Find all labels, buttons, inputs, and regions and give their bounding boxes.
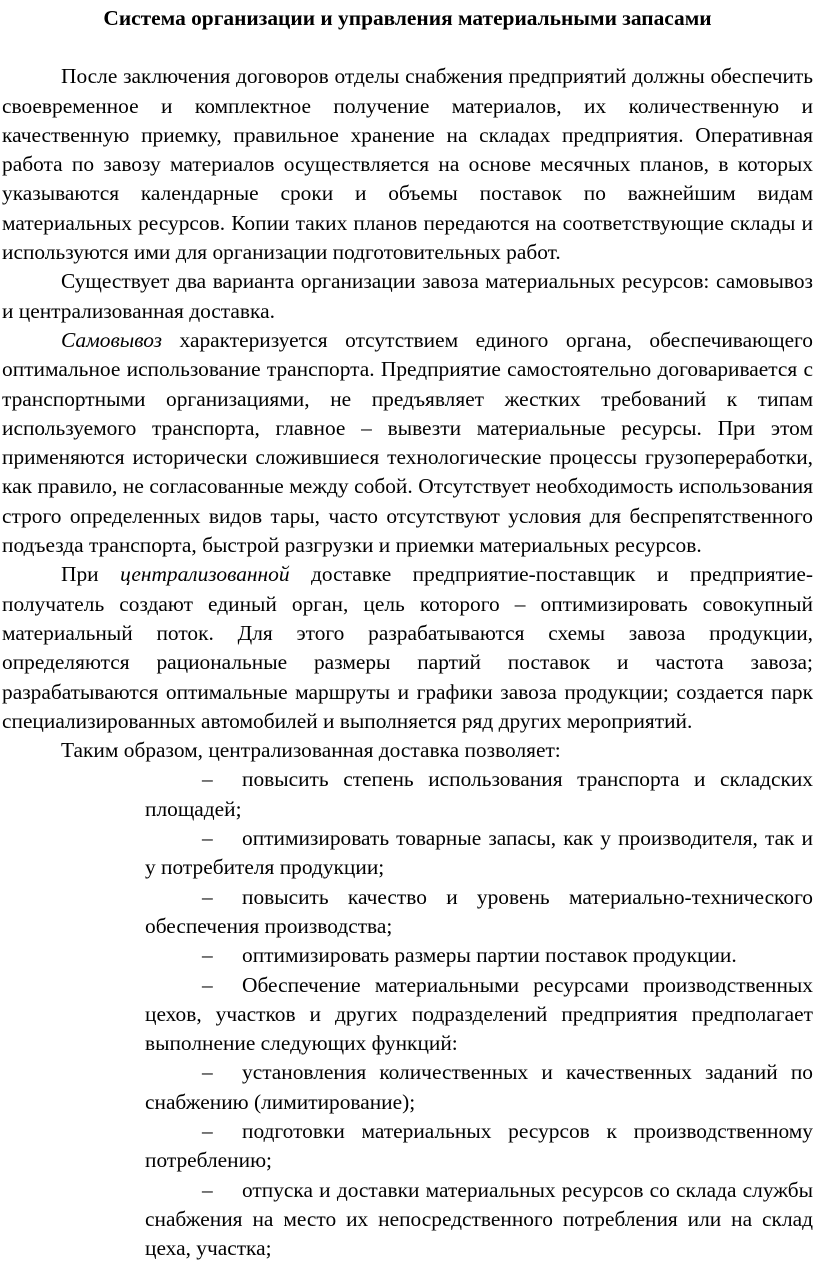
paragraph-3 [2,326,813,560]
paragraph-5: Таким образом, централизованная доставка позволяет: [61,738,561,763]
dash-icon: – [202,1118,213,1143]
list-item [145,1058,813,1117]
list-item-text: оптимизировать товарные запасы, как у производителя, так и у потребителя продукции; [145,826,813,880]
paragraph-3-text: характеризуется отсутствием единого органа, обеспечивающего оптимальное использование транспорта. Предприятие самостоятельно договаривается с транспортными организациями, не предъявляет жестких требований к типам используемого транспорта, главное – вывезти материальные ресурсы. При этом применяются исторически сложившиеся технологические процессы грузопереработки, как правило, не согласованные между собой. Отсутствует необходимость использования строго определенных видов тары, часто отсутствуют условия для беспрепятственного подъезда транспорта, быстрой разгрузки и приемки материальных ресурсов. [2,327,813,558]
term-centralized: централизованной [120,562,290,587]
list-item [145,971,813,1059]
term-samovyvoz: Самовывоз [61,327,162,352]
list-item [145,824,813,883]
list-item-text: отпуска и доставки материальных ресурсов со склада службы снабжения на место их непосредственного потребления или на склад цеха, участка; [145,1177,813,1261]
list-item [145,765,813,824]
dash-icon: – [202,943,213,968]
dash-icon: – [202,972,213,997]
paragraph-4-start: При [61,562,121,587]
benefits-list [2,765,813,1263]
paragraph-4 [2,560,813,736]
dash-icon: – [202,1177,213,1202]
paragraph-4-text: доставке предприятие-поставщик и предприятие-получатель создают единый орган, цель которого – оптимизировать совокупный материальный поток. Для этого разрабатываются схемы завоза продукции, определяются рациональные размеры партий поставок и частота завоза; разрабатываются оптимальные маршруты и графики завоза продукции; создается парк специализированных автомобилей и выполняется ряд других мероприятий. [2,562,813,733]
list-item-text: оптимизировать размеры партии поставок продукции. [242,943,737,968]
list-item-text: повысить качество и уровень материально-технического обеспечения производства; [145,884,813,938]
dash-icon: – [202,767,213,792]
dash-icon: – [202,826,213,851]
paragraph-2: Существует два варианта организации завоза материальных ресурсов: самовывоз и централизованная доставка. [2,269,813,323]
dash-icon: – [202,884,213,909]
document-title: Система организации и управления материальными запасами [103,6,712,30]
list-item [145,941,813,970]
list-item [145,1117,813,1176]
list-item [145,1176,813,1263]
list-item-text: Обеспечение материальными ресурсами производственных цехов, участков и других подразделений предприятия предполагает выполнение следующих функций: [145,972,813,1056]
paragraph-1: После заключения договоров отделы снабжения предприятий должны обеспечить своевременное и комплектное получение материалов, их количественную и качественную приемку, правильное хранение на складах предприятия. Оперативная работа по завозу материалов осуществляется на основе месячных планов, в которых указываются календарные сроки и объемы поставок по важнейшим видам материальных ресурсов. Копии таких планов передаются на соответствующие склады и используются ими для организации подготовительных работ. [2,64,813,265]
list-item-text: повысить степень использования транспорта и складских площадей; [145,767,813,821]
dash-icon: – [202,1060,213,1085]
list-item-text: подготовки материальных ресурсов к производственному потреблению; [145,1118,813,1173]
list-item-text: установления количественных и качественных заданий по снабжению (лимитирование); [145,1060,813,1114]
list-item [145,883,813,942]
